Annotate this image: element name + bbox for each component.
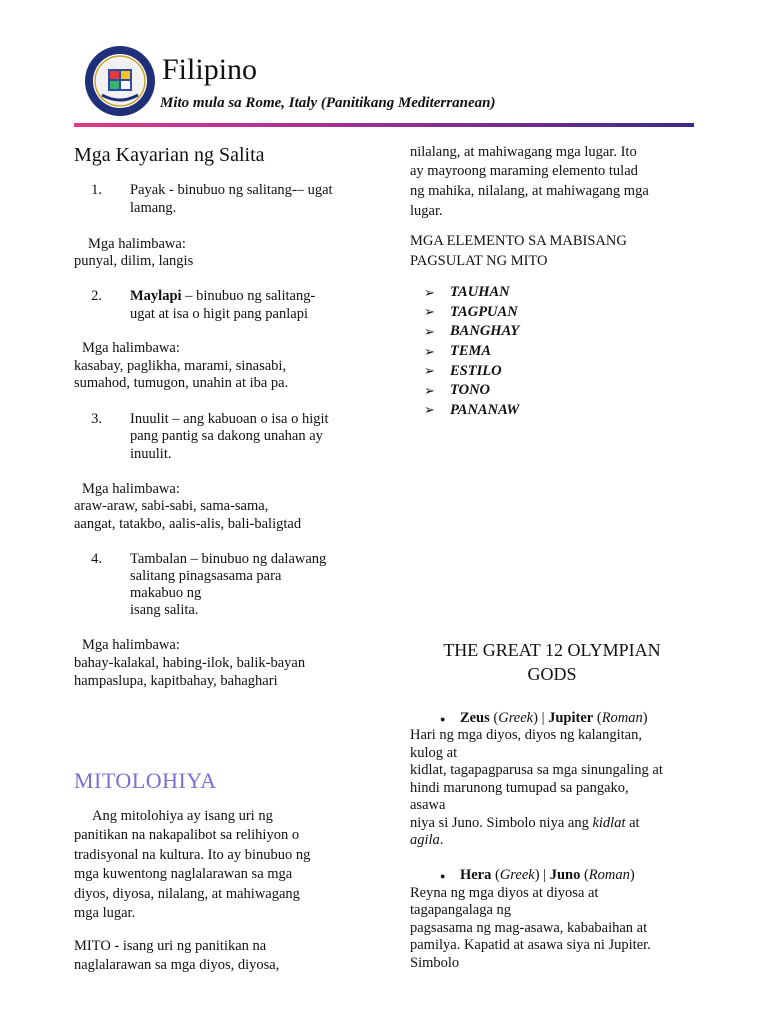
doc-subtitle: Mito mula sa Rome, Italy (Panitikang Mediterranean) <box>160 95 496 111</box>
paragraph-line: asawa <box>410 797 446 813</box>
list-item: ➢ TAUHAN <box>424 284 510 301</box>
arrowhead-bullet-icon: ➢ <box>424 402 435 418</box>
paragraph-line: Hari ng mga diyos, diyos ng kalangitan, <box>410 727 642 743</box>
paragraph-line: mga kuwentong naglalarawan sa mga <box>74 866 293 882</box>
list-item-text: inuulit. <box>130 446 172 462</box>
list-item: ➢ TAGPUAN <box>424 303 518 320</box>
example-label: Mga halimbawa: <box>82 481 180 497</box>
paragraph-line: kidlat, tagapagparusa sa mga sinungaling at <box>410 762 663 778</box>
god-heading-zeus: ● Zeus (Greek) | Jupiter (Roman) <box>440 710 648 726</box>
paragraph-line: naglalarawan sa mga diyos, diyosa, <box>74 957 280 973</box>
bullet-icon: ● <box>440 871 446 881</box>
bullet-icon: ● <box>440 714 446 724</box>
paragraph-line: agila. <box>410 832 444 848</box>
paragraph-line: panitikan na nakapalibot sa relihiyon o <box>74 827 300 843</box>
list-item-text: Inuulit – ang kabuoan o isa o higit <box>130 411 329 427</box>
arrowhead-bullet-icon: ➢ <box>424 343 435 359</box>
list-number: 1. <box>91 182 102 198</box>
list-item-text: ugat at isa o higit pang panlapi <box>130 306 308 322</box>
example-text: aangat, tatakbo, aalis-alis, bali-baligtad <box>74 516 302 532</box>
paragraph-line: mga lugar. <box>74 905 136 921</box>
arrowhead-bullet-icon: ➢ <box>424 304 435 320</box>
doc-title: Filipino <box>162 53 258 86</box>
arrowhead-bullet-icon: ➢ <box>424 284 435 300</box>
paragraph-line: Reyna ng mga diyos at diyosa at <box>410 885 599 901</box>
list-item-text: pang pantig sa dakong unahan ay <box>130 428 323 444</box>
example-text: sumahod, tumugon, unahin at iba pa. <box>74 375 289 391</box>
arrowhead-bullet-icon: ➢ <box>424 363 435 379</box>
elements-list <box>424 283 519 420</box>
list-item-text: Maylapi – binubuo ng salitang- <box>130 288 316 304</box>
paragraph-line: Ang mitolohiya ay isang uri ng <box>92 808 273 824</box>
example-label: Mga halimbawa: <box>82 637 180 653</box>
section-title-mitolohiya: MITOLOHIYA <box>74 768 217 793</box>
list-item: ➢ TEMA <box>424 343 492 360</box>
section-title-kayarian: Mga Kayarian ng Salita <box>74 144 265 166</box>
list-item-text: Payak - binubuo ng salitang-– ugat <box>130 182 333 198</box>
list-number: 4. <box>91 551 102 567</box>
paragraph-line: Simbolo <box>410 955 460 971</box>
paragraph-line: nilalang, at mahiwagang mga lugar. Ito <box>410 144 637 160</box>
elements-title: PAGSULAT NG MITO <box>410 253 548 269</box>
paragraph-line: ay mayroong maraming elemento tulad <box>410 163 638 179</box>
list-number: 2. <box>91 288 102 304</box>
list-item-text: lamang. <box>130 200 177 216</box>
list-item: ➢ PANANAW <box>424 401 520 418</box>
example-text: araw-araw, sabi-sabi, sama-sama, <box>74 498 269 514</box>
term-maylapi: Maylapi <box>130 288 182 304</box>
list-number: 3. <box>91 411 102 427</box>
example-text: punyal, dilim, langis <box>74 253 194 269</box>
gods-title: THE GREAT 12 OLYMPIAN GODS <box>443 640 661 684</box>
paragraph-line: tradisyonal na kultura. Ito ay binubuo ng <box>74 847 311 863</box>
paragraph-line: lugar. <box>410 203 443 219</box>
example-label: Mga halimbawa: <box>82 340 180 356</box>
paragraph-line: hindi marunong tumupad sa pangako, <box>410 780 629 796</box>
paragraph-line: ng mahika, nilalang, at mahiwagang mga <box>410 183 649 199</box>
example-text: bahay-kalakal, habing-ilok, balik-bayan <box>74 655 306 671</box>
elements-title: MGA ELEMENTO SA MABISANG <box>410 233 627 249</box>
list-item-text: Tambalan – binubuo ng dalawang <box>130 551 327 567</box>
list-item: ➢ BANGHAY <box>424 323 520 340</box>
example-label: Mga halimbawa: <box>88 236 186 252</box>
example-text: kasabay, paglikha, marami, sinasabi, <box>74 358 287 374</box>
paragraph-line: niya si Juno. Simbolo niya ang kidlat at <box>410 815 640 831</box>
paragraph-line: kulog at <box>410 745 458 761</box>
list-item-text: salitang pinagsasama para <box>130 568 282 584</box>
arrowhead-bullet-icon: ➢ <box>424 382 435 398</box>
paragraph-line: pamilya. Kapatid at asawa siya ni Jupiter. <box>410 937 651 953</box>
arrowhead-bullet-icon: ➢ <box>424 323 435 339</box>
list-item: ➢ ESTILO <box>424 362 502 379</box>
paragraph-line: MITO - isang uri ng panitikan na <box>74 938 267 954</box>
school-logo <box>84 45 156 117</box>
paragraph-line: pagsasama ng mag-asawa, kababaihan at <box>410 920 648 936</box>
paragraph-line: tagapangalaga ng <box>410 902 512 918</box>
paragraph-line: diyos, diyosa, nilalang, at mahiwagang <box>74 886 300 902</box>
example-text: hampaslupa, kapitbahay, bahaghari <box>74 673 278 689</box>
header-divider <box>74 123 694 127</box>
list-item-text: isang salita. <box>130 602 199 618</box>
list-item-text: makabuo ng <box>130 585 202 601</box>
list-item: ➢ TONO <box>424 382 491 399</box>
god-heading-hera: ● Hera (Greek) | Juno (Roman) <box>440 867 635 883</box>
